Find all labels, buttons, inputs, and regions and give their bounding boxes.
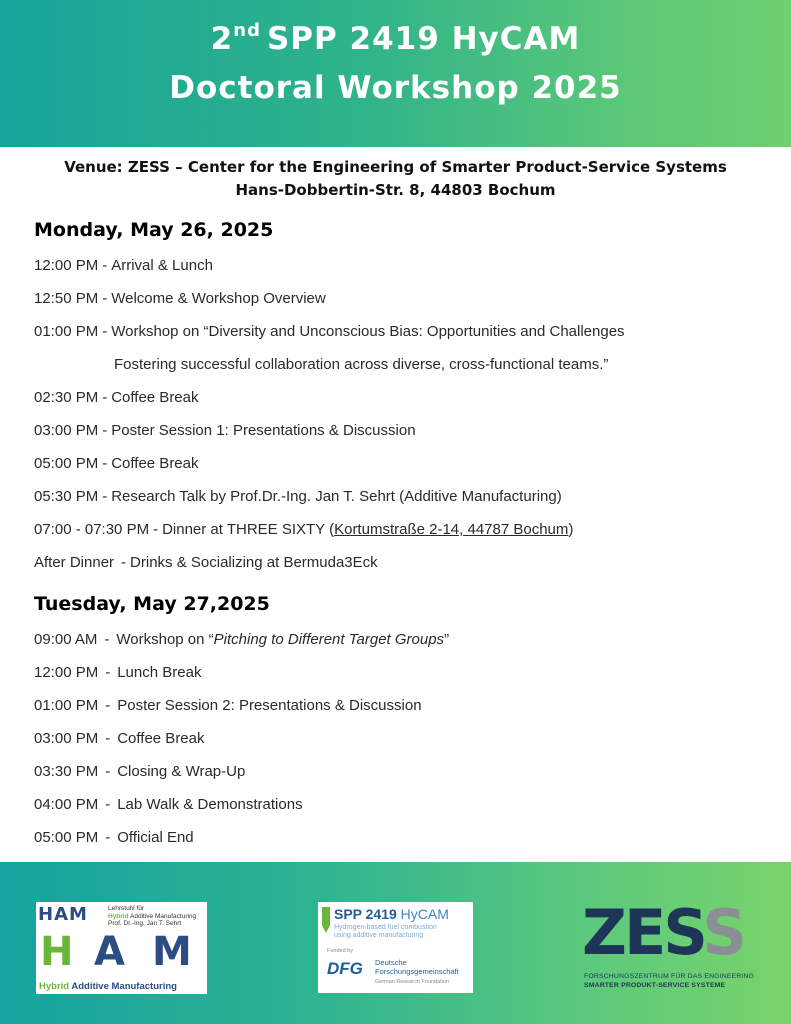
schedule-item: 05:00 PM - Official End [34,829,194,846]
venue-line: Venue: ZESS – Center for the Engineering of Smarter Product-Service Systems [64,158,727,176]
dinner-address-link[interactable]: Kortumstraße 2-14, 44787 Bochum [334,521,569,538]
item-text: Lunch Break [117,664,202,681]
day1-heading: Monday, May 26, 2025 [34,219,274,241]
schedule-item: 01:00 PM - Workshop on “Diversity and Unconscious Bias: Opportunities and Challenges [34,323,625,340]
item-time: 05:00 PM [34,455,99,472]
item-time: 12:50 PM [34,290,99,307]
item-text: Closing & Wrap-Up [117,763,246,780]
ham-chair-line-1: Lehrstuhl für [108,905,145,912]
item-time: 03:00 PM [34,422,99,439]
item-time: 05:00 PM [34,829,99,846]
item-time: 05:30 PM [34,488,99,505]
item-text-end: ” [444,631,450,648]
item-text: Drinks & Socializing at Bermuda3Eck [130,554,378,571]
spp-title: SPP 2419 HyCAM [334,906,449,922]
title-line-2: Doctoral Workshop 2025 [169,70,622,106]
ham-chair-line-3: Prof. Dr.-Ing. Jan T. Sehrt [108,920,182,927]
schedule-item: 03:00 PM - Poster Session 1: Presentations & Discussion [34,422,416,439]
schedule-item: 09:00 AM - Workshop on “Pitching to Different Target Groups” [34,631,450,648]
item-text: Workshop on “ [116,631,214,648]
item-time: 02:30 PM [34,389,99,406]
item-time: 03:00 PM [34,730,99,747]
dfg-english-name: German Research Foundation [375,979,449,985]
item-text: Official End [117,829,194,846]
schedule-item: 05:30 PM - Research Talk by Prof.Dr.-Ing. Jan T. Sehrt (Additive Manufacturing) [34,488,562,505]
venue-address: Hans-Dobbertin-Str. 8, 44803 Bochum [235,181,556,199]
ham-big-a: A [94,929,125,975]
ham-logo [36,902,207,994]
item-text: Poster Session 1: Presentations & Discussion [111,422,416,439]
item-time: 04:00 PM [34,796,99,813]
item-time: 12:00 PM [34,257,99,274]
schedule-item: 02:30 PM - Coffee Break [34,389,199,406]
footer-banner [0,862,791,1024]
schedule-item: 03:00 PM - Coffee Break [34,730,205,747]
item-text: Workshop on “Diversity and Unconscious Bias: Opportunities and Challenges [111,323,625,340]
schedule-item-continuation [114,356,608,373]
spp-hycam-logo [318,902,473,993]
spp-subtitle: Hydrogen-based fuel combustion using additive manufacturing [334,924,437,939]
title-line-1: 2nd SPP 2419 HyCAM [210,20,581,57]
schedule-item: 12:50 PM - Welcome & Workshop Overview [34,290,326,307]
item-text-end: ) [568,521,574,538]
item-time: 03:30 PM [34,763,99,780]
schedule-item: 05:00 PM - Coffee Break [34,455,199,472]
schedule-item: 12:00 PM - Lunch Break [34,664,202,681]
schedule-item: 01:00 PM - Poster Session 2: Presentations & Discussion [34,697,422,714]
title-text-1: SPP 2419 HyCAM [266,21,581,57]
item-text-italic: Pitching to Different Target Groups [213,631,445,648]
ham-small-letters: HAM [38,904,88,925]
schedule-item: 04:00 PM - Lab Walk & Demonstrations [34,796,303,813]
ordinal-suffix: nd [233,20,261,41]
schedule-item: 07:00 - 07:30 PM - Dinner at THREE SIXTY (Kortumstraße 2-14, 44787 Bochum) [34,521,574,538]
header-banner [0,0,791,147]
schedule-item: 03:30 PM - Closing & Wrap-Up [34,763,246,780]
pen-icon [322,907,330,933]
dfg-name: Deutsche Forschungsgemeinschaft [375,958,459,976]
item-text: Poster Session 2: Presentations & Discussion [117,697,422,714]
day2-heading: Tuesday, May 27,2025 [34,593,270,615]
ham-chair-line-2: Hybrid Additive Manufacturing [108,912,197,920]
ham-big-h: H [40,929,74,975]
zess-wordmark: ZESS [582,896,744,969]
item-time: 01:00 PM [34,323,99,340]
schedule-item: 12:00 PM-Arrival & Lunch [34,257,213,274]
item-text: Coffee Break [111,455,199,472]
ham-big-m: M [152,929,192,975]
item-text: Lab Walk & Demonstrations [117,796,303,813]
item-text: Fostering successful collaboration across diverse, cross-functional teams.” [114,356,609,373]
item-text: Research Talk by Prof.Dr.-Ing. Jan T. Sehrt (Additive Manufacturing) [111,488,562,505]
item-time: After Dinner [34,554,115,571]
item-text: Coffee Break [117,730,205,747]
schedule-item: After Dinner - Drinks & Socializing at Bermuda3Eck [34,554,378,571]
ham-tagline: Hybrid Additive Manufacturing [39,981,177,992]
zess-logo [582,898,762,996]
item-time: 09:00 AM [34,631,98,648]
dfg-logo: DFG [327,959,363,978]
item-text: Coffee Break [111,389,199,406]
item-time: 07:00 - 07:30 PM [34,521,150,538]
zess-subtitle-2: SMARTER PRODUKT-SERVICE SYSTEME [584,982,726,989]
item-time: 01:00 PM [34,697,99,714]
item-time: 12:00 PM [34,664,99,681]
item-text: Welcome & Workshop Overview [111,290,326,307]
funded-by-label: Funded by [327,948,353,954]
item-text: Arrival & Lunch [111,257,213,274]
item-text: Dinner at THREE SIXTY ( [162,521,335,538]
ham-chair-text [108,905,196,928]
zess-subtitle-1: FORSCHUNGSZENTRUM FÜR DAS ENGINEERING [584,973,755,980]
